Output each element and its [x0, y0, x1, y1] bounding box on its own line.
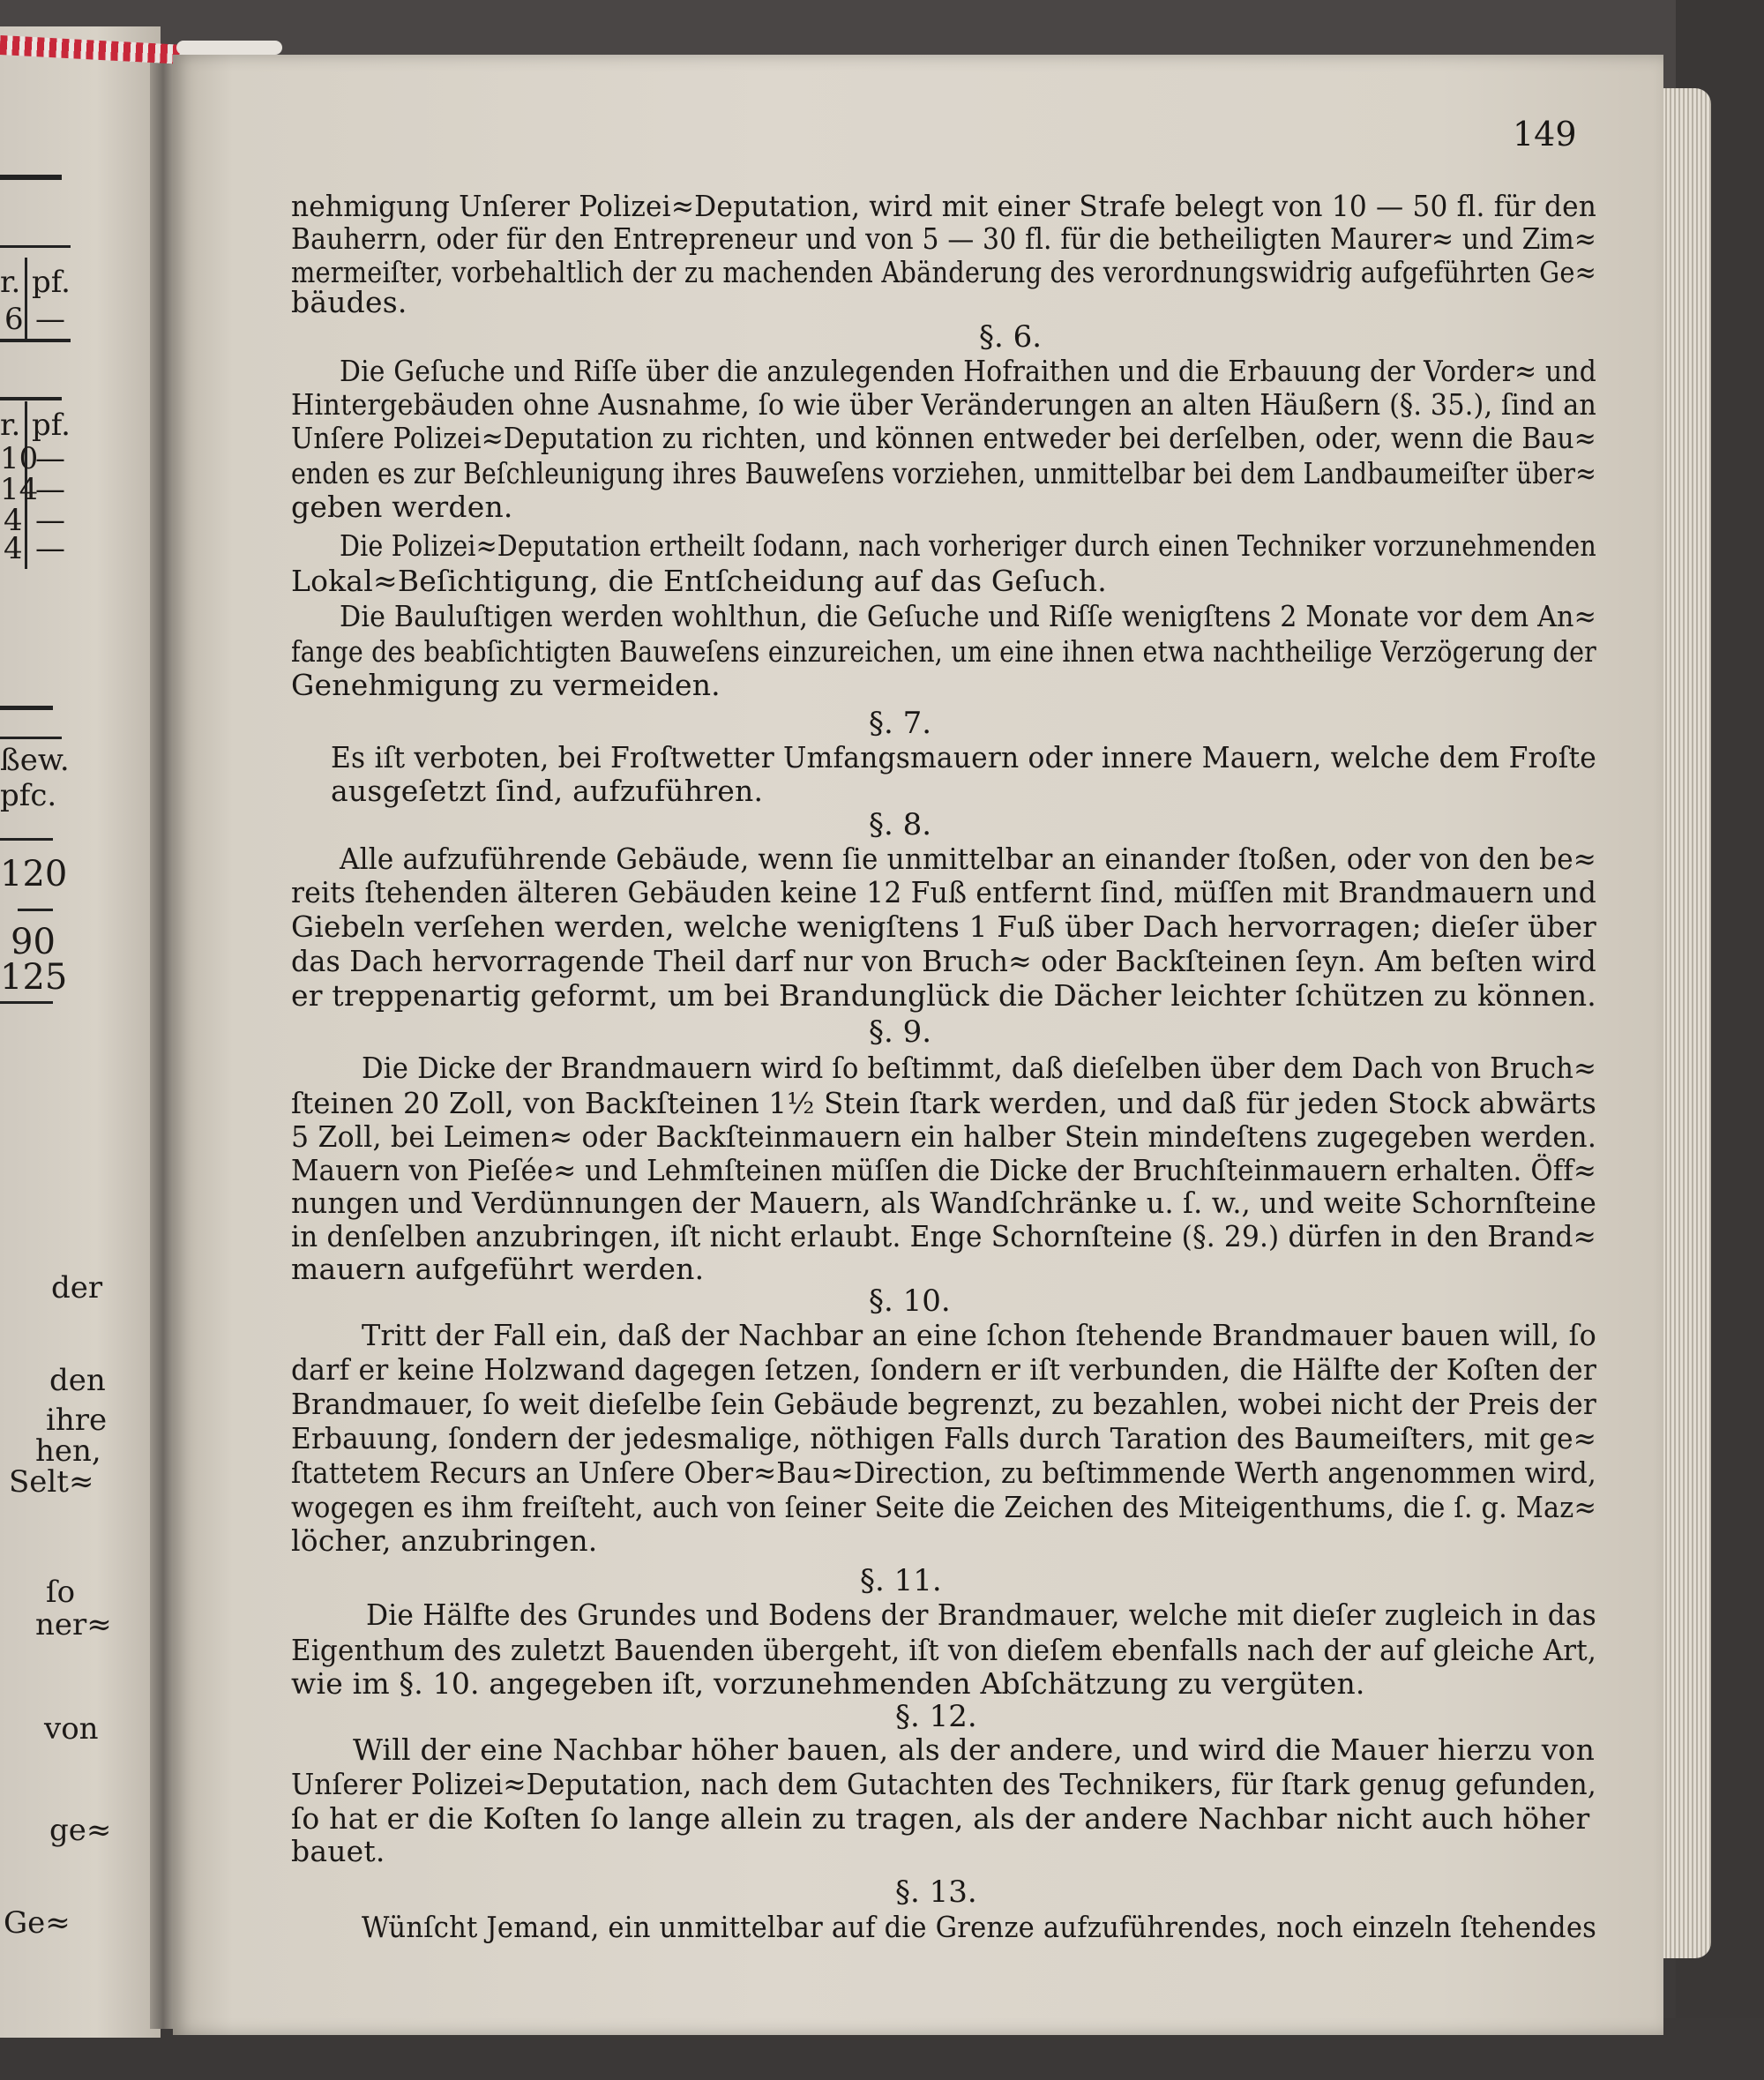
text-line: Die Geſuche und Riſſe über die anzulegenden Hofraithen und die Erbauung der Vorder≈ und — [340, 354, 1597, 388]
text-line: das Dach hervorragende Theil darf nur von Bruch≈ oder Backſteinen ſeyn. Am beſten wird — [291, 944, 1596, 978]
section-heading: §. 12. — [895, 1699, 977, 1734]
section-heading: §. 8. — [869, 807, 932, 842]
text-line: ſteinen 20 Zoll, von Backſteinen 1½ Stein ſtark werden, und daß für jeden Stock abwärts — [291, 1086, 1597, 1120]
left-fragment: hen, — [35, 1433, 101, 1469]
text-line: er treppenartig geformt, um bei Brandunglück die Dächer leichter ſchützen zu können. — [291, 978, 1596, 1013]
left-fragment: ßew. — [0, 743, 70, 778]
left-fragment: — — [35, 531, 65, 566]
left-fragment: r. — [0, 408, 21, 443]
page-edges — [1658, 88, 1711, 1958]
page-number: 149 — [1513, 115, 1577, 153]
text-line: Unſere Polizei≈Deputation zu richten, und können entweder bei derſelben, oder, wenn die Bau≈ — [291, 421, 1596, 455]
left-fragment: pf. — [32, 265, 71, 300]
text-line: Bauherrn, oder für den Entrepreneur und von 5 — 30 fl. für die betheiligten Maurer≈ und Zim≈ — [291, 221, 1597, 256]
text-line: Mauern von Pieſée≈ und Lehmſteinen müſſen die Dicke der Bruchſteinmauern erhalten. Öff≈ — [291, 1153, 1596, 1187]
left-fragment: — — [35, 472, 65, 507]
left-rule — [0, 737, 62, 739]
left-fragment: ſo — [46, 1575, 76, 1610]
text-line: Hintergebäuden ohne Ausnahme, ſo wie über Veränderungen an alten Häußern (§. 35.), ſind an — [291, 387, 1597, 422]
text-line: Die Dicke der Brandmauern wird ſo beſtimmt, daß dieſelben über dem Dach von Bruch≈ — [362, 1051, 1597, 1085]
left-rule — [0, 706, 53, 710]
text-line: nungen und Verdünnungen der Mauern, als Wandſchränke u. ſ. w., und weite Schornſteine — [291, 1186, 1596, 1220]
text-line: Es iſt verboten, bei Froſtwetter Umfangsmauern oder innere Mauern, welche dem Froſte — [331, 740, 1597, 774]
left-rule — [0, 397, 62, 400]
text-line: fange des beabſichtigten Bauweſens einzureichen, um eine ihnen etwa nachtheilige Verzögerung der — [291, 634, 1596, 669]
left-fragment: ihre — [46, 1403, 108, 1438]
left-fragment: von — [44, 1711, 99, 1747]
text-line: bäudes. — [291, 285, 407, 319]
left-fragment: r. — [0, 265, 21, 300]
left-fragment: 6 — [4, 302, 24, 337]
text-line: Brandmauer, ſo weit dieſelbe ſein Gebäude begrenzt, zu bezahlen, wobei nicht der Preis der — [291, 1387, 1597, 1421]
text-line: wogegen es ihm freiſteht, auch von ſeiner Seite die Zeichen des Miteigenthums, die ſ. g. Maz≈ — [291, 1490, 1597, 1524]
text-line: Giebeln verſehen werden, welche wenigſtens 1 Fuß über Dach hervorragen; dieſer über — [291, 909, 1596, 944]
section-heading: §. 11. — [860, 1563, 942, 1598]
left-fragment: — — [35, 302, 65, 337]
section-heading: §. 10. — [869, 1283, 951, 1319]
text-line: Will der eine Nachbar höher bauen, als der andere, und wird die Mauer hierzu von — [353, 1732, 1596, 1767]
left-fragment: ner≈ — [35, 1607, 112, 1642]
text-line: Die Bauluſtigen werden wohlthun, die Geſuche und Riſſe wenigſtens 2 Monate vor dem An≈ — [340, 599, 1596, 633]
text-line: nehmigung Unſerer Polizei≈Deputation, wird mit einer Strafe belegt von 10 — 50 fl. für den — [291, 189, 1597, 223]
text-line: Wünſcht Jemand, ein unmittelbar auf die Grenze aufzuführendes, noch einzeln ſtehendes — [362, 1910, 1597, 1944]
left-fragment: den — [49, 1363, 106, 1398]
left-rule — [0, 838, 53, 841]
section-heading: §. 6. — [979, 319, 1043, 355]
left-vrule — [25, 258, 27, 339]
left-rule — [0, 339, 71, 342]
left-rule — [0, 175, 62, 180]
text-line: Eigenthum des zuletzt Bauenden übergeht, iſt von dieſem ebenfalls nach der auf gleiche Art, — [291, 1633, 1596, 1667]
left-fragment: — — [35, 441, 65, 476]
text-line: geben werden. — [291, 490, 513, 524]
section-heading: §. 7. — [869, 706, 932, 741]
text-line: Die Polizei≈Deputation ertheilt ſodann, nach vorheriger durch einen Techniker vorzunehmenden — [340, 528, 1596, 563]
left-fragment: 4 — [4, 503, 23, 538]
left-fragment: 125 — [0, 957, 68, 998]
text-line: Tritt der Fall ein, daß der Nachbar an eine ſchon ſtehende Brandmauer bauen will, ſo — [362, 1318, 1596, 1352]
text-line: Unſerer Polizei≈Deputation, nach dem Gutachten des Technikers, für ſtark genug gefunden, — [291, 1767, 1596, 1801]
left-fragment: 10 — [0, 441, 39, 476]
text-line: mermeiſter, vorbehaltlich der zu machenden Abänderung des verordnungswidrig aufgeführten Ge≈ — [291, 255, 1596, 289]
text-line: darf er keine Holzwand dagegen ſetzen, ſondern er iſt verbunden, die Hälfte der Koſten der — [291, 1352, 1597, 1387]
text-line: Alle aufzuführende Gebäude, wenn ſie unmittelbar an einander ſtoßen, oder von den be≈ — [340, 842, 1596, 876]
text-line: reits ſtehenden älteren Gebäuden keine 12 Fuß entfernt ſind, müſſen mit Brandmauern und — [291, 875, 1597, 909]
left-fragment: pf. — [32, 408, 71, 443]
left-fragment: Selt≈ — [9, 1464, 94, 1500]
left-fragment: — — [35, 503, 65, 538]
text-line: Die Hälfte des Grundes und Bodens der Brandmauer, welche mit dieſer zugleich in das — [366, 1597, 1596, 1632]
text-line: mauern aufgeführt werden. — [291, 1252, 705, 1286]
text-line: löcher, anzubringen. — [291, 1523, 598, 1558]
left-rule — [18, 909, 53, 911]
text-line: ſtattetem Recurs an Unſere Ober≈Bau≈Direction, zu beſtimmende Werth angenommen wird, — [291, 1455, 1596, 1490]
left-fragment: Ge≈ — [4, 1905, 71, 1941]
text-line: 5 Zoll, bei Leimen≈ oder Backſteinmauern ein halber Stein mindeſtens zugegeben werden. — [291, 1119, 1597, 1154]
left-fragment: 120 — [0, 854, 68, 894]
text-line: wie im §. 10. angegeben iſt, vorzunehmenden Abſchätzung zu vergüten. — [291, 1666, 1365, 1701]
left-rule — [0, 1001, 53, 1004]
text-line: ausgeſetzt ſind, aufzuführen. — [331, 774, 764, 808]
text-line: in denſelben anzubringen, iſt nicht erlaubt. Enge Schornſteine (§. 29.) dürfen in den Brand≈ — [291, 1219, 1596, 1253]
text-line: Lokal≈Beſichtigung, die Entſcheidung auf das Geſuch. — [291, 564, 1107, 598]
left-rule — [0, 245, 71, 248]
left-fragment: pfc. — [0, 778, 57, 813]
text-line: enden es zur Beſchleunigung ihres Bauweſens vorziehen, unmittelbar bei dem Landbaumeiſter über≈ — [291, 456, 1597, 490]
text-line: Erbauung, ſondern der jedesmalige, nöthigen Falls durch Taration des Baumeiſters, mit ge≈ — [291, 1421, 1597, 1455]
left-fragment: der — [51, 1270, 103, 1306]
left-fragment: ge≈ — [49, 1813, 112, 1848]
left-fragment: 90 — [11, 922, 56, 962]
text-line: Genehmigung zu vermeiden. — [291, 668, 721, 702]
section-heading: §. 9. — [869, 1014, 932, 1050]
text-line: ſo hat er die Koſten ſo lange allein zu tragen, als der andere Nachbar nicht auch höher — [291, 1801, 1590, 1836]
section-heading: §. 13. — [895, 1874, 977, 1910]
text-line: bauet. — [291, 1834, 385, 1868]
left-fragment: 4 — [4, 531, 23, 566]
bookmark-tab — [176, 41, 282, 55]
left-fragment: 14 — [0, 472, 39, 507]
